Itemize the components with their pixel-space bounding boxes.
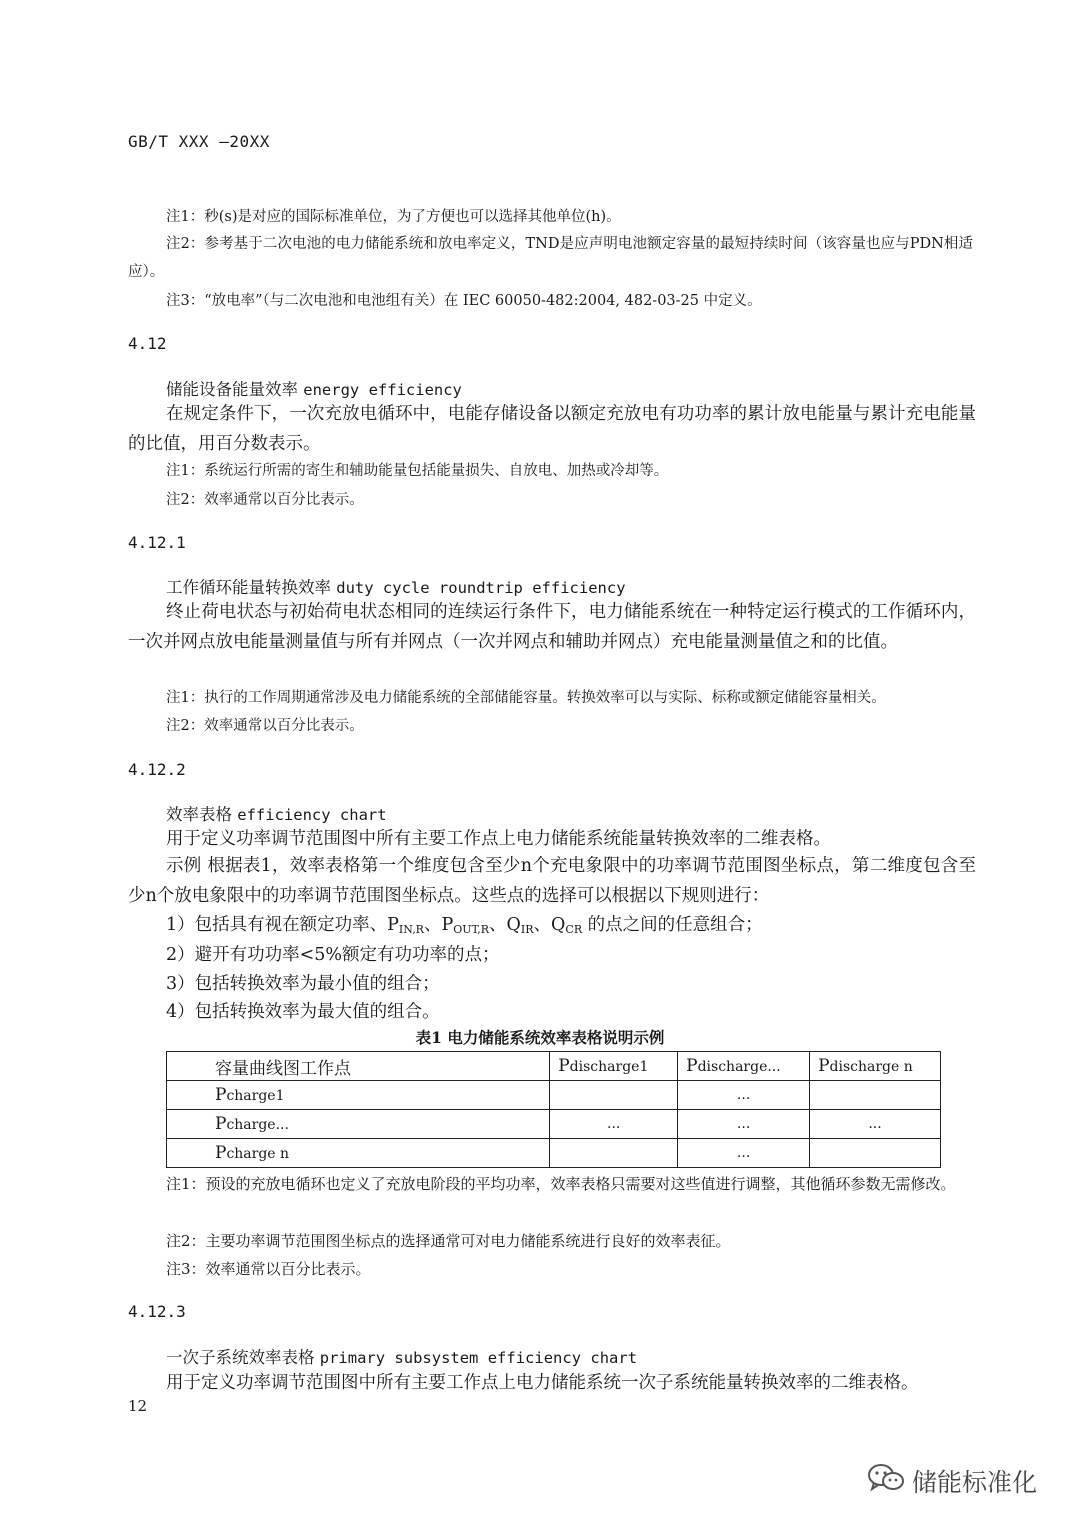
term-en: energy efficiency: [303, 381, 462, 399]
table-row: [167, 1110, 941, 1139]
definition-4-12-1: 终止荷电状态与初始荷电状态相同的连续运行条件下，电力储能系统在一种特定运行模式的工作循环内，一次并网点放电能量测量值与所有并网点（一次并网点和辅助并网点）充电能量测量值之和的比值。: [128, 602, 976, 652]
watermark-text: 储能标准化: [912, 1468, 1038, 1497]
rule-4: 4）包括转换效率为最大值的组合。: [166, 1002, 440, 1022]
table-note-1: 注1：预设的充放电循环也定义了充放电阶段的平均功率，效率表格只需要对这些值进行调整，其他循环参数无需修改。: [166, 1175, 956, 1193]
table-cell: [810, 1081, 941, 1110]
table-note-3: 注3：效率通常以百分比表示。: [166, 1260, 371, 1278]
term-4-12: [166, 376, 462, 400]
definition-4-12: 在规定条件下，一次充放电循环中，电能存储设备以额定充放电有功功率的累计放电能量与累计充电能量的比值，用百分数表示。: [128, 404, 976, 454]
table-cell: ...: [550, 1110, 678, 1139]
definition-4-12-3: 用于定义功率调节范围图中所有主要工作点上电力储能系统一次子系统能量转换效率的二维表格。: [166, 1373, 919, 1393]
symbol-p-in-r: $P_{IN,R}$: [387, 915, 424, 936]
table-cell: ...: [678, 1081, 810, 1110]
section-number-4-12-3: 4.12.3: [128, 1302, 186, 1321]
term-4-12-3: [166, 1344, 637, 1368]
top-note-1: 注1：秒(s)是对应的国际标准单位，为了方便也可以选择其他单位(h)。: [166, 209, 621, 225]
note-4-12-1-2: 注2：效率通常以百分比表示。: [166, 718, 364, 734]
standard-number: GB/T XXX —20XX: [128, 132, 270, 151]
row-header: Pcharge1: [167, 1081, 550, 1110]
column-header: Pdischarge...: [678, 1052, 810, 1081]
top-note-3: 注3：“放电率”（与二次电池和电池组有关）在 IEC 60050-482:2004, 482-03-25 中定义。: [166, 293, 762, 309]
note-4-12-1-1: 注1：执行的工作周期通常涉及电力储能系统的全部储能容量。转换效率可以与实际、标称或额定储能容量相关。: [166, 690, 886, 706]
table-cell: [550, 1081, 678, 1110]
symbol-p-out-r: $P_{OUT,R}$: [441, 915, 490, 936]
table-note-2: 注2：主要功率调节范围图坐标点的选择通常可对电力储能系统进行良好的效率表征。: [166, 1232, 731, 1250]
section-number-4-12-2: 4.12.2: [128, 760, 186, 779]
table-cell: ...: [810, 1110, 941, 1139]
note-4-12-2: 注2：效率通常以百分比表示。: [166, 492, 364, 508]
table-cell: ...: [678, 1139, 810, 1168]
table-header-row: [167, 1052, 941, 1081]
table-corner-cell: 容量曲线图工作点: [167, 1052, 550, 1081]
table-row: [167, 1081, 941, 1110]
example-4-12-2: 示例 根据表1，效率表格第一个维度包含至少n个充电象限中的功率调节范围图坐标点，第二维度包含至少n个放电象限中的功率调节范围图坐标点。这些点的选择可以根据以下规则进行：: [128, 856, 976, 906]
symbol-q-cr: $Q_{CR}$: [551, 915, 583, 936]
symbol-q-ir: $Q_{IR}$: [506, 915, 534, 936]
table-cell: ...: [678, 1110, 810, 1139]
term-cn: 效率表格: [166, 805, 232, 824]
row-header: Pcharge...: [167, 1110, 550, 1139]
table-title: 表1 电力储能系统效率表格说明示例: [415, 1028, 665, 1047]
table-cell: [550, 1139, 678, 1168]
term-4-12-1: [166, 574, 626, 598]
table-cell: [810, 1139, 941, 1168]
term-4-12-2: [166, 801, 387, 825]
row-header: Pcharge n: [167, 1139, 550, 1168]
watermark: [866, 1462, 1037, 1500]
efficiency-table: [166, 1051, 941, 1168]
term-en: efficiency chart: [237, 806, 387, 824]
rule-1: 1）包括具有视在额定功率、$P_{IN,R}$、$P_{OUT,R}$、$Q_{IR}$、$Q_{CR}$ 的点之间的任意组合；: [166, 915, 763, 936]
term-cn: 工作循环能量转换效率: [166, 578, 331, 597]
rule-3: 3）包括转换效率为最小值的组合；: [166, 974, 440, 994]
section-number-4-12-1: 4.12.1: [128, 533, 186, 552]
column-header: Pdischarge n: [810, 1052, 941, 1081]
column-header: Pdischarge1: [550, 1052, 678, 1081]
top-note-2: 注2：参考基于二次电池的电力储能系统和放电率定义，TND是应声明电池额定容量的最短持续时间（该容量也应与PDN相适应）。: [128, 236, 973, 280]
wechat-icon: [866, 1462, 906, 1500]
table-row: [167, 1139, 941, 1168]
term-cn: 储能设备能量效率: [166, 380, 298, 399]
term-en: duty cycle roundtrip efficiency: [336, 579, 626, 597]
note-4-12-1: 注1：系统运行所需的寄生和辅助能量包括能量损失、自放电、加热或冷却等。: [166, 463, 669, 479]
section-number-4-12: 4.12: [128, 334, 167, 353]
definition-4-12-2: 用于定义功率调节范围图中所有主要工作点上电力储能系统能量转换效率的二维表格。: [166, 829, 831, 849]
page-number: 12: [128, 1397, 148, 1415]
rule-2: 2）避开有功功率<5%额定有功功率的点；: [166, 945, 500, 965]
term-en: primary subsystem efficiency chart: [319, 1349, 638, 1367]
term-cn: 一次子系统效率表格: [166, 1348, 315, 1367]
